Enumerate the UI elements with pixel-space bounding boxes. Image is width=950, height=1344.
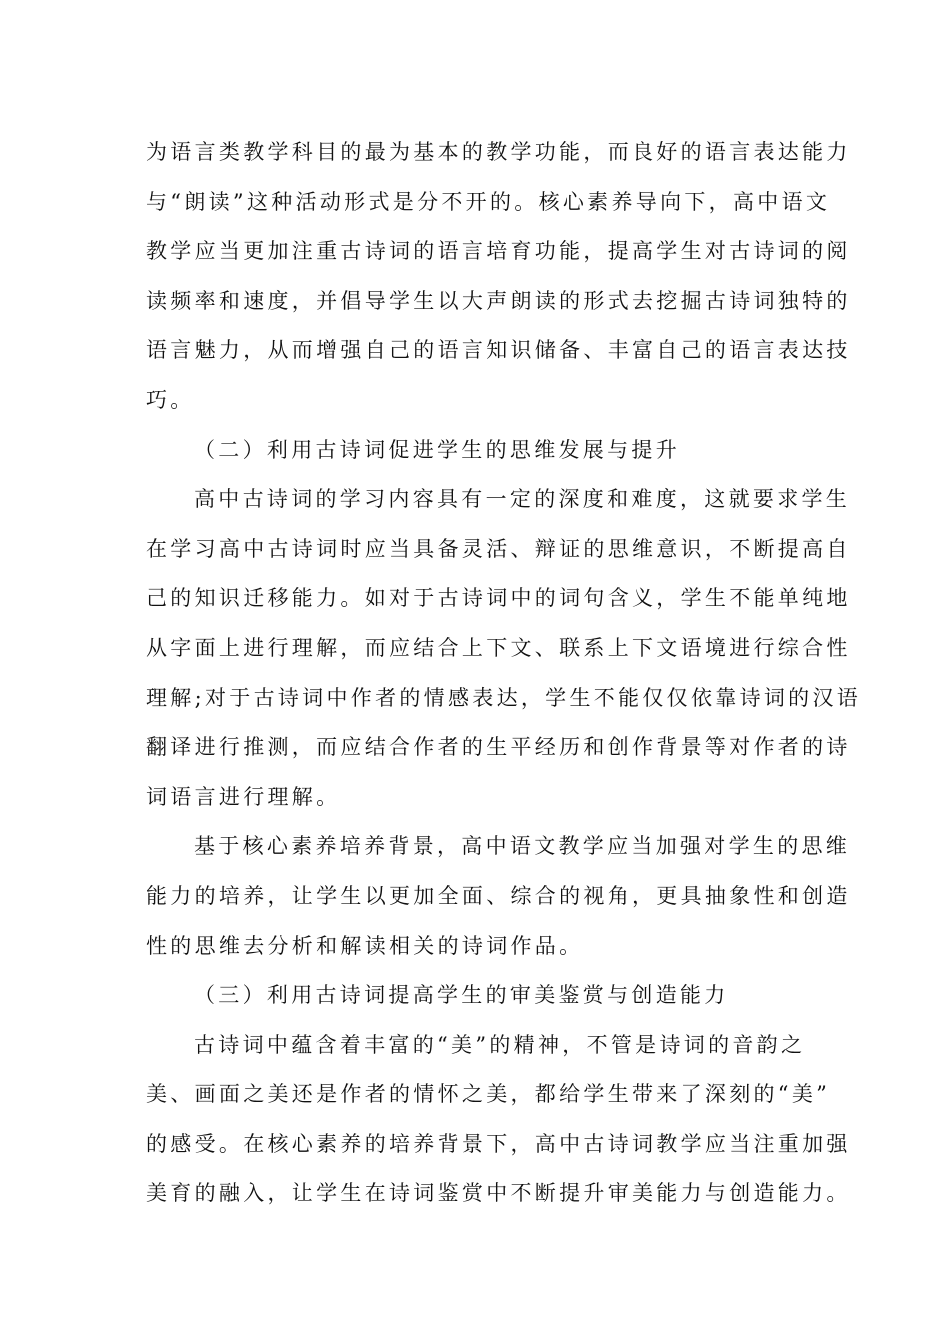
paragraph-line: 高中古诗词的学习内容具有一定的深度和难度，这就要求学生 xyxy=(194,487,851,512)
paragraph-line: 美育的融入，让学生在诗词鉴赏中不断提升审美能力与创造能力。 xyxy=(146,1181,851,1206)
paragraph-line: 巧。 xyxy=(146,387,195,412)
section-heading: （三）利用古诗词提高学生的审美鉴赏与创造能力 xyxy=(194,983,729,1008)
paragraph-line: 己的知识迁移能力。如对于古诗词中的词句含义，学生不能单纯地 xyxy=(146,586,851,611)
paragraph-line: 能力的培养，让学生以更加全面、综合的视角，更具抽象性和创造 xyxy=(146,883,851,908)
paragraph-line: 语言魅力，从而增强自己的语言知识储备、丰富自己的语言表达技 xyxy=(146,338,851,363)
document-body xyxy=(146,128,862,1219)
paragraph-line: 从字面上进行理解，而应结合上下文、联系上下文语境进行综合性 xyxy=(146,635,851,660)
paragraph-line: 与“朗读”这种活动形式是分不开的。核心素养导向下，高中语文 xyxy=(146,189,831,214)
paragraph-line: 性的思维去分析和解读相关的诗词作品。 xyxy=(146,933,584,958)
section-heading: （二）利用古诗词促进学生的思维发展与提升 xyxy=(194,437,680,462)
paragraph-line: 翻译进行推测，而应结合作者的生平经历和创作背景等对作者的诗 xyxy=(146,735,851,760)
paragraph-line: 在学习高中古诗词时应当具备灵活、辩证的思维意识，不断提高自 xyxy=(146,536,851,561)
paragraph-line: 的感受。在核心素养的培养背景下，高中古诗词教学应当注重加强 xyxy=(146,1131,851,1156)
paragraph-line: 教学应当更加注重古诗词的语言培育功能，提高学生对古诗词的阅 xyxy=(146,239,851,264)
paragraph-line: 基于核心素养培养背景，高中语文教学应当加强对学生的思维 xyxy=(194,834,851,859)
paragraph-line: 理解;对于古诗词中作者的情感表达，学生不能仅仅依靠诗词的汉语 xyxy=(146,685,862,710)
paragraph-line: 美、画面之美还是作者的情怀之美，都给学生带来了深刻的“美” xyxy=(146,1082,831,1107)
paragraph-line: 读频率和速度，并倡导学生以大声朗读的形式去挖掘古诗词独特的 xyxy=(146,288,851,313)
paragraph-line: 为语言类教学科目的最为基本的教学功能，而良好的语言表达能力 xyxy=(146,140,851,164)
paragraph-line: 词语言进行理解。 xyxy=(146,784,341,809)
paragraph-line: 古诗词中蕴含着丰富的“美”的精神，不管是诗词的音韵之 xyxy=(194,1032,806,1057)
